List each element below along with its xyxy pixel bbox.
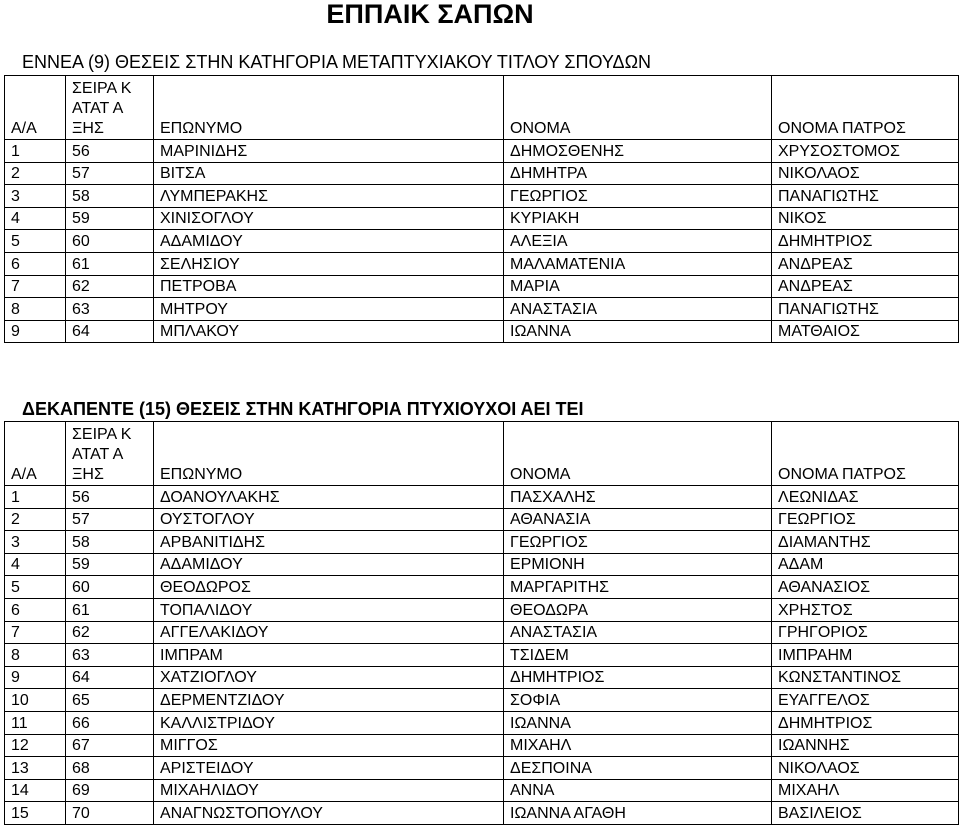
cell-eponymo: ΜΗΤΡΟΥ xyxy=(154,298,504,321)
table-row xyxy=(5,644,959,667)
cell-onoma: ΙΩΑΝΝΑ ΑΓΑΘΗ xyxy=(504,802,772,825)
cell-onoma: ΓΕΩΡΓΙΟΣ xyxy=(504,531,772,554)
cell-onoma: ΙΩΑΝΝΑ xyxy=(504,711,772,734)
cell-eponymo: ΑΝΑΓΝΩΣΤΟΠΟΥΛΟΥ xyxy=(154,802,504,825)
cell-seira: 58 xyxy=(66,185,154,208)
cell-onoma-patros: ΛΕΩΝΙΔΑΣ xyxy=(772,486,959,509)
cell-onoma: ΔΕΣΠΟΙΝΑ xyxy=(504,757,772,780)
cell-eponymo: ΟΥΣΤΟΓΛΟΥ xyxy=(154,508,504,531)
cell-onoma-patros: ΜΙΧΑΗΛ xyxy=(772,779,959,802)
cell-seira: 60 xyxy=(66,230,154,253)
cell-seira: 56 xyxy=(66,140,154,163)
cell-onoma: ΔΗΜΟΣΘΕΝΗΣ xyxy=(504,140,772,163)
cell-onoma-patros: ΑΝΔΡΕΑΣ xyxy=(772,252,959,275)
cell-aa: 14 xyxy=(5,779,66,802)
col-header-aa: Α/Α xyxy=(5,76,66,140)
table-row xyxy=(5,252,959,275)
cell-aa: 8 xyxy=(5,644,66,667)
table-row xyxy=(5,207,959,230)
cell-onoma-patros: ΒΑΣΙΛΕΙΟΣ xyxy=(772,802,959,825)
table-row xyxy=(5,553,959,576)
cell-onoma: ΘΕΟΔΩΡΑ xyxy=(504,598,772,621)
cell-onoma: ΜΑΡΓΑΡΙΤΗΣ xyxy=(504,576,772,599)
table-row xyxy=(5,298,959,321)
cell-aa: 4 xyxy=(5,207,66,230)
cell-onoma: ΓΕΩΡΓΙΟΣ xyxy=(504,185,772,208)
cell-onoma: ΤΣΙΔΕΜ xyxy=(504,644,772,667)
table-body-masters xyxy=(5,140,959,343)
cell-eponymo: ΧΙΝΙΣΟΓΛΟΥ xyxy=(154,207,504,230)
cell-onoma-patros: ΝΙΚΟΛΑΟΣ xyxy=(772,757,959,780)
col-header-onoma: ΟΝΟΜΑ xyxy=(504,422,772,486)
cell-aa: 8 xyxy=(5,298,66,321)
cell-onoma-patros: ΜΑΤΘΑΙΟΣ xyxy=(772,320,959,343)
cell-onoma: ΚΥΡΙΑΚΗ xyxy=(504,207,772,230)
cell-onoma-patros: ΠΑΝΑΓΙΩΤΗΣ xyxy=(772,298,959,321)
cell-onoma: ΔΗΜΗΤΡΙΟΣ xyxy=(504,666,772,689)
cell-eponymo: ΑΓΓΕΛΑΚΙΔΟΥ xyxy=(154,621,504,644)
cell-seira: 69 xyxy=(66,779,154,802)
cell-onoma-patros: ΚΩΝΣΤΑΝΤΙΝΟΣ xyxy=(772,666,959,689)
cell-aa: 9 xyxy=(5,666,66,689)
cell-eponymo: ΑΡΙΣΤΕΙΔΟΥ xyxy=(154,757,504,780)
col-header-onoma-patros: ΟΝΟΜΑ ΠΑΤΡΟΣ xyxy=(772,422,959,486)
section-heading-graduates: ΔΕΚΑΠΕΝΤΕ (15) ΘΕΣΕΙΣ ΣΤΗΝ ΚΑΤΗΓΟΡΙΑ ΠΤΥΧΙΟΥΧΟΙ ΑΕΙ ΤΕΙ xyxy=(22,399,584,419)
table-row xyxy=(5,185,959,208)
table-row xyxy=(5,802,959,825)
cell-eponymo: ΒΙΤΣΑ xyxy=(154,162,504,185)
cell-seira: 60 xyxy=(66,576,154,599)
cell-eponymo: ΠΕΤΡΟΒΑ xyxy=(154,275,504,298)
cell-eponymo: ΧΑΤΖΙΟΓΛΟΥ xyxy=(154,666,504,689)
cell-onoma-patros: ΙΩΑΝΝΗΣ xyxy=(772,734,959,757)
table-row xyxy=(5,621,959,644)
cell-onoma: ΙΩΑΝΝΑ xyxy=(504,320,772,343)
cell-onoma-patros: ΝΙΚΟΛΑΟΣ xyxy=(772,162,959,185)
cell-aa: 3 xyxy=(5,531,66,554)
cell-aa: 1 xyxy=(5,486,66,509)
cell-aa: 10 xyxy=(5,689,66,712)
cell-onoma-patros: ΑΔΑΜ xyxy=(772,553,959,576)
col-header-onoma-patros: ΟΝΟΜΑ ΠΑΤΡΟΣ xyxy=(772,76,959,140)
cell-seira: 62 xyxy=(66,621,154,644)
cell-aa: 4 xyxy=(5,553,66,576)
cell-seira: 63 xyxy=(66,298,154,321)
cell-eponymo: ΚΑΛΛΙΣΤΡΙΔΟΥ xyxy=(154,711,504,734)
table-row xyxy=(5,275,959,298)
cell-eponymo: ΑΔΑΜΙΔΟΥ xyxy=(154,553,504,576)
cell-onoma-patros: ΕΥΑΓΓΕΛΟΣ xyxy=(772,689,959,712)
cell-eponymo: ΙΜΠΡΑΜ xyxy=(154,644,504,667)
table-row xyxy=(5,779,959,802)
cell-onoma: ΔΗΜΗΤΡΑ xyxy=(504,162,772,185)
cell-aa: 3 xyxy=(5,185,66,208)
cell-onoma: ΑΝΑΣΤΑΣΙΑ xyxy=(504,298,772,321)
cell-aa: 7 xyxy=(5,275,66,298)
cell-aa: 6 xyxy=(5,252,66,275)
col-header-eponymo: ΕΠΩΝΥΜΟ xyxy=(154,422,504,486)
cell-seira: 67 xyxy=(66,734,154,757)
cell-seira: 56 xyxy=(66,486,154,509)
cell-seira: 70 xyxy=(66,802,154,825)
cell-onoma-patros: ΑΘΑΝΑΣΙΟΣ xyxy=(772,576,959,599)
cell-seira: 59 xyxy=(66,207,154,230)
cell-onoma: ΕΡΜΙΟΝΗ xyxy=(504,553,772,576)
cell-aa: 15 xyxy=(5,802,66,825)
page-title: ΕΠΠΑΙΚ ΣΑΠΩΝ xyxy=(326,0,534,29)
table-header-row xyxy=(5,422,959,486)
cell-aa: 5 xyxy=(5,576,66,599)
cell-seira: 66 xyxy=(66,711,154,734)
cell-eponymo: ΔΟΑΝΟΥΛΑΚΗΣ xyxy=(154,486,504,509)
cell-onoma-patros: ΑΝΔΡΕΑΣ xyxy=(772,275,959,298)
col-header-seira-label: ΣΕΙΡΑ ΚΑΤΑΤ ΑΞΗΣ xyxy=(72,80,132,137)
cell-onoma: ΜΑΡΙΑ xyxy=(504,275,772,298)
cell-eponymo: ΛΥΜΠΕΡΑΚΗΣ xyxy=(154,185,504,208)
cell-seira: 58 xyxy=(66,531,154,554)
col-header-seira-label: ΣΕΙΡΑ ΚΑΤΑΤ ΑΞΗΣ xyxy=(72,426,132,483)
cell-seira: 65 xyxy=(66,689,154,712)
cell-onoma: ΠΑΣΧΑΛΗΣ xyxy=(504,486,772,509)
cell-aa: 6 xyxy=(5,598,66,621)
table-row xyxy=(5,140,959,163)
table-row xyxy=(5,598,959,621)
cell-onoma-patros: ΔΗΜΗΤΡΙΟΣ xyxy=(772,230,959,253)
cell-aa: 13 xyxy=(5,757,66,780)
cell-seira: 57 xyxy=(66,162,154,185)
table-row xyxy=(5,162,959,185)
cell-onoma-patros: ΔΙΑΜΑΝΤΗΣ xyxy=(772,531,959,554)
col-header-seira xyxy=(66,76,154,140)
cell-onoma-patros: ΧΡΥΣΟΣΤΟΜΟΣ xyxy=(772,140,959,163)
cell-eponymo: ΘΕΟΔΩΡΟΣ xyxy=(154,576,504,599)
col-header-aa: Α/Α xyxy=(5,422,66,486)
cell-seira: 59 xyxy=(66,553,154,576)
cell-onoma-patros: ΔΗΜΗΤΡΙΟΣ xyxy=(772,711,959,734)
table-row xyxy=(5,734,959,757)
cell-aa: 7 xyxy=(5,621,66,644)
table-masters xyxy=(4,75,959,343)
table-row xyxy=(5,711,959,734)
col-header-seira xyxy=(66,422,154,486)
section-heading-masters: ΕΝΝΕΑ (9) ΘΕΣΕΙΣ ΣΤΗΝ ΚΑΤΗΓΟΡΙΑ ΜΕΤΑΠΤΥΧΙΑΚΟΥ ΤΙΤΛΟΥ ΣΠΟΥΔΩΝ xyxy=(22,52,652,72)
table-header-row xyxy=(5,76,959,140)
cell-eponymo: ΜΠΛΑΚΟΥ xyxy=(154,320,504,343)
cell-aa: 2 xyxy=(5,508,66,531)
cell-aa: 9 xyxy=(5,320,66,343)
cell-seira: 68 xyxy=(66,757,154,780)
cell-aa: 1 xyxy=(5,140,66,163)
table-row xyxy=(5,757,959,780)
cell-onoma-patros: ΝΙΚΟΣ xyxy=(772,207,959,230)
cell-eponymo: ΤΟΠΑΛΙΔΟΥ xyxy=(154,598,504,621)
cell-onoma-patros: ΓΕΩΡΓΙΟΣ xyxy=(772,508,959,531)
cell-seira: 62 xyxy=(66,275,154,298)
cell-aa: 2 xyxy=(5,162,66,185)
table-row xyxy=(5,320,959,343)
cell-eponymo: ΜΑΡΙΝΙΔΗΣ xyxy=(154,140,504,163)
cell-onoma: ΑΘΑΝΑΣΙΑ xyxy=(504,508,772,531)
table-row xyxy=(5,666,959,689)
col-header-onoma: ΟΝΟΜΑ xyxy=(504,76,772,140)
table-row xyxy=(5,689,959,712)
cell-onoma-patros: ΓΡΗΓΟΡΙΟΣ xyxy=(772,621,959,644)
table-row xyxy=(5,576,959,599)
cell-seira: 63 xyxy=(66,644,154,667)
cell-seira: 61 xyxy=(66,598,154,621)
table-graduates xyxy=(4,421,959,825)
table-row xyxy=(5,486,959,509)
cell-onoma: ΜΙΧΑΗΛ xyxy=(504,734,772,757)
cell-onoma: ΑΛΕΞΙΑ xyxy=(504,230,772,253)
cell-onoma: ΣΟΦΙΑ xyxy=(504,689,772,712)
cell-seira: 57 xyxy=(66,508,154,531)
table-row xyxy=(5,508,959,531)
table-row xyxy=(5,531,959,554)
cell-seira: 64 xyxy=(66,320,154,343)
cell-onoma: ΑΝΑΣΤΑΣΙΑ xyxy=(504,621,772,644)
cell-eponymo: ΑΔΑΜΙΔΟΥ xyxy=(154,230,504,253)
cell-aa: 5 xyxy=(5,230,66,253)
cell-seira: 64 xyxy=(66,666,154,689)
cell-onoma: ΜΑΛΑΜΑΤΕΝΙΑ xyxy=(504,252,772,275)
cell-eponymo: ΜΙΧΑΗΛΙΔΟΥ xyxy=(154,779,504,802)
cell-eponymo: ΣΕΛΗΣΙΟΥ xyxy=(154,252,504,275)
cell-aa: 12 xyxy=(5,734,66,757)
table-body-graduates xyxy=(5,486,959,825)
cell-onoma-patros: ΠΑΝΑΓΙΩΤΗΣ xyxy=(772,185,959,208)
cell-aa: 11 xyxy=(5,711,66,734)
cell-eponymo: ΔΕΡΜΕΝΤΖΙΔΟΥ xyxy=(154,689,504,712)
cell-eponymo: ΑΡΒΑΝΙΤΙΔΗΣ xyxy=(154,531,504,554)
cell-seira: 61 xyxy=(66,252,154,275)
cell-onoma-patros: ΧΡΗΣΤΟΣ xyxy=(772,598,959,621)
table-row xyxy=(5,230,959,253)
cell-onoma-patros: ΙΜΠΡΑΗΜ xyxy=(772,644,959,667)
cell-eponymo: ΜΙΓΓΟΣ xyxy=(154,734,504,757)
col-header-eponymo: ΕΠΩΝΥΜΟ xyxy=(154,76,504,140)
cell-onoma: ΑΝΝΑ xyxy=(504,779,772,802)
